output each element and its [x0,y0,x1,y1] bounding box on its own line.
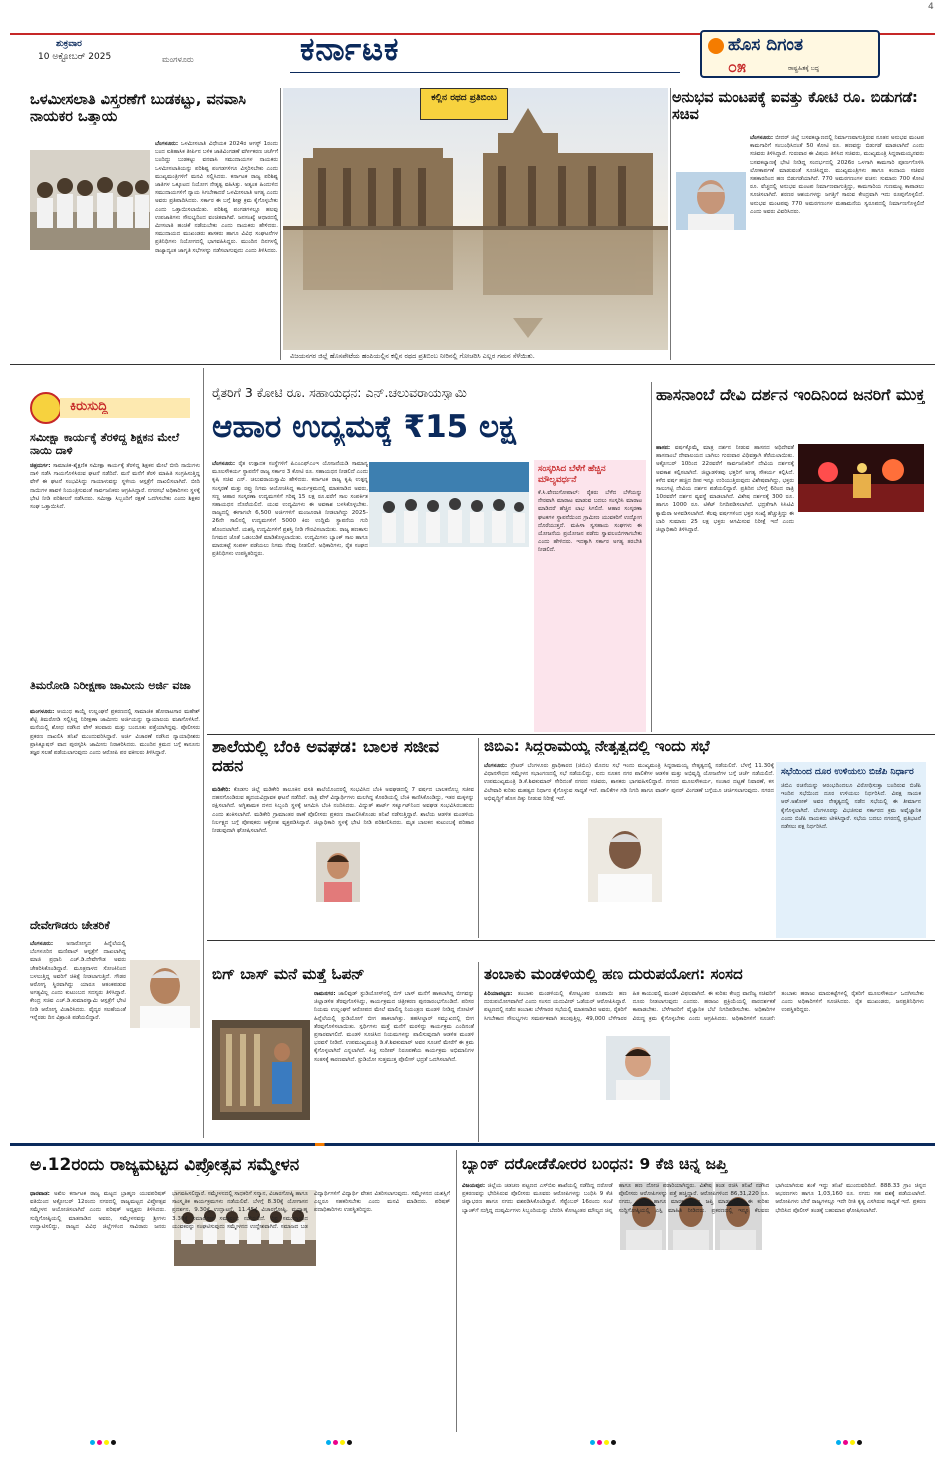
tobacco-headline: ತಂಬಾಕು ಮಂಡಳಿಯಲ್ಲಿ ಹಣ ದುರುಪಯೋಗ: ಸಂಸದ [484,966,743,983]
left-col-divider [203,368,204,1138]
gba-body [484,762,774,938]
kirusuddi-banner [30,392,190,424]
row1-divider-left [280,88,281,360]
bigboss-photo-spacer [212,990,314,1122]
bigboss-tobacco-divider [478,962,479,1142]
bigboss-body [212,990,474,1140]
bank-headline: ಬ್ಯಾಂಕ್ ದರೋಡೆಕೋರರ ಬಂಧನ: 9 ಕೆಜಿ ಚಿನ್ನ ಜಪ್ತಿ [462,1156,728,1173]
hampi-graphic [283,88,668,350]
gba-headline: ಜಿಬಿಎ: ಸಿದ್ದರಾಮಯ್ಯ ನೇತೃತ್ವದಲ್ಲಿ ಇಂದು ಸಭೆ [484,738,710,755]
fire-gba-divider [478,738,479,938]
obc-photo-spacer [30,140,155,252]
devegowda-body [30,940,200,1130]
hasanamba-dateline: ಹಾಸನ: [656,445,671,451]
header-rule-bottom [290,72,680,73]
bank-body-text: ಜಿಲ್ಲೆಯ ಚಡಚಣ ಪಟ್ಟಣದ ಎಸ್‌ಬಿಐ ಶಾಖೆಯಲ್ಲಿ ನಡೆದಿದ್ದ ದರೋಡೆ ಪ್ರಕರಣವನ್ನು ಭೇದಿಸಿರುವ ಪೊಲೀಸರು ಮೂವರು ಆರೋಪಿಗಳನ್ನು ಬಂಧಿಸಿ 9 ಕೆಜಿ ಚಿನ್ನಾಭರಣ ಹಾಗೂ ನಗದು ವಶಪಡಿಸಿಕೊಂಡಿದ್ದಾರೆ. ಸೆಪ್ಟೆಂಬರ್ 16ರಂದು ಸಂಜೆ ಬ್ಯಾಂಕ್‌ಗೆ ನುಗ್ಗಿದ್ದ ದುಷ್ಕರ್ಮಿಗಳು ಸಿಬ್ಬಂದಿಯನ್ನು ಬೆದರಿಸಿ ಕೋಟ್ಯಂತರ ಮೌಲ್ಯದ ಚಿನ್ನ ಹಾಗೂ ಹಣ ದೋಚಿ ಪರಾರಿಯಾಗಿದ್ದರು. ವಿಶೇಷ ತಂಡ ರಚಿಸಿ ತನಿಖೆ ನಡೆಸಿದ ಪೊಲೀಸರು ಆರೋಪಿಗಳನ್ನು ಪತ್ತೆ ಹಚ್ಚಿದ್ದಾರೆ. ಆರೋಪಿಗಳಿಂದ 86,31,220 ರೂ. ನಗದು, ವಾಹನ ಹಾಗೂ ಮಾರಕಾಸ್ತ್ರಗಳನ್ನು ಜಪ್ತಿ ಮಾಡಲಾಗಿದೆ. ಈ ಕುರಿತು ಸುದ್ದಿಗೋಷ್ಠಿಯಲ್ಲಿ ಎಸ್ಪಿ ಮಾಹಿತಿ ನೀಡಿದರು. ಪ್ರಕರಣದಲ್ಲಿ ಇನ್ನೂ ಕೆಲವರು ಭಾಗಿಯಾಗಿರುವ ಶಂಕೆ ಇದ್ದು ತನಿಖೆ ಮುಂದುವರಿದಿದೆ. 888.33 ಗ್ರಾಂ ಚಿನ್ನದ ಆಭರಣಗಳು ಹಾಗೂ 1,03,160 ರೂ. ನಗದು ಸಹ ವಶಕ್ಕೆ ಪಡೆಯಲಾಗಿದೆ. ಆರೋಪಿಗಳು ಬೇರೆ ರಾಜ್ಯಗಳಲ್ಲೂ ಇದೇ ರೀತಿ ಕೃತ್ಯ ಎಸಗಿರುವ ಸಾಧ್ಯತೆ ಇದೆ. ಪ್ರಕರಣ ಭೇದಿಸಿದ ಪೊಲೀಸ್ ತಂಡಕ್ಕೆ ಬಹುಮಾನ ಘೋಷಿಸಲಾಗಿದೆ. [462,1183,926,1214]
ahara-sidebox [534,460,646,732]
timarodi-dateline: ಮಂಗಳೂರು: [30,709,55,715]
anubhava-dateline: ಬೆಂಗಳೂರು: [750,135,774,141]
registration-marks-center-left [326,1440,352,1445]
dog-body [30,462,200,574]
row1-divider-right [670,88,671,360]
issue-day: ಶುಕ್ರವಾರ [56,39,82,49]
ahara-hasanamba-divider [651,382,652,732]
ahara-photo-spacer [368,460,530,548]
dog-body-text: ಸಾಮಾಜಿಕ-ಶೈಕ್ಷಣಿಕ ಸಮೀಕ್ಷಾ ಕಾರ್ಯಕ್ಕೆ ತೆರಳಿದ್ದ ಶಿಕ್ಷಕನ ಮೇಲೆ ಬೀದಿ ನಾಯಿಗಳು ದಾಳಿ ನಡೆಸಿ ಗಾಯಗೊಳಿಸಿರುವ ಘಟನೆ ನಡೆದಿದೆ. ಮನೆ ಮನೆಗೆ ತೆರಳಿ ಮಾಹಿತಿ ಸಂಗ್ರಹಿಸುತ್ತಿದ್ದ ವೇಳೆ ಈ ಘಟನೆ ಸಂಭವಿಸಿದ್ದು ಗಾಯಾಳುವನ್ನು ಸ್ಥಳೀಯ ಆಸ್ಪತ್ರೆಗೆ ದಾಖಲಿಸಲಾಗಿದೆ. ಬೀದಿ ನಾಯಿಗಳ ಹಾವಳಿ ನಿಯಂತ್ರಿಸುವಂತೆ ಸಾರ್ವಜನಿಕರು ಆಗ್ರಹಿಸಿದ್ದಾರೆ. ನಗರಸಭೆ ಅಧಿಕಾರಿಗಳು ಸ್ಥಳಕ್ಕೆ ಭೇಟಿ ನೀಡಿ ಪರಿಶೀಲನೆ ನಡೆಸಿದರು. ಸಮೀಕ್ಷಾ ಸಿಬ್ಬಂದಿಗೆ ರಕ್ಷಣೆ ಒದಗಿಸಬೇಕು ಎಂದು ಶಿಕ್ಷಕರ ಸಂಘ ಒತ್ತಾಯಿಸಿದೆ. [30,463,200,511]
section-title: ಕರ್ನಾಟಕ [300,30,400,68]
hasanamba-photo-spacer [794,444,924,518]
row3-rule [207,940,935,941]
obc-body [30,140,278,340]
fire-dateline: ಮಡಿಕೇರಿ: [212,787,231,793]
tobacco-body [484,990,924,1140]
timarodi-headline: ತಿಮರೋಡಿ ನಿರೀಕ್ಷಣಾ ಜಾಮೀನು ಅರ್ಜಿ ವಜಾ [30,680,191,692]
fire-headline: ಶಾಲೆಯಲ್ಲಿ ಬೆಂಕಿ ಅವಘಡ: ಬಾಲಕ ಸಜೀವ ದಹನ [212,738,440,775]
registration-marks-left [90,1440,116,1445]
fire-body-text: ಕೊಡಗು ಜಿಲ್ಲೆ ಮಡಿಕೇರಿ ತಾಲೂಕಿನ ವಸತಿ ಶಾಲೆಯೊಂದರಲ್ಲಿ ಸಂಭವಿಸಿದ ಬೆಂಕಿ ಅವಘಡದಲ್ಲಿ 7 ವರ್ಷದ ಬಾಲಕನೊಬ್ಬ ಸಜೀವ ದಹನಗೊಂಡಿರುವ ಹೃದಯವಿದ್ರಾವಕ ಘಟನೆ ನಡೆದಿದೆ. ರಾತ್ರಿ ವೇಳೆ ವಿದ್ಯಾರ್ಥಿಗಳು ಮಲಗಿದ್ದ ಕೊಠಡಿಯಲ್ಲಿ ಬೆಂಕಿ ಕಾಣಿಸಿಕೊಂಡಿದ್ದು, ಇತರ ಮಕ್ಕಳನ್ನು ರಕ್ಷಿಸಲಾಗಿದೆ. ಅಗ್ನಿಶಾಮಕ ದಳದ ಸಿಬ್ಬಂದಿ ಸ್ಥಳಕ್ಕೆ ಆಗಮಿಸಿ ಬೆಂಕಿ ನಂದಿಸಿದರು. ವಿದ್ಯುತ್ ಶಾರ್ಟ್ ಸರ್ಕ್ಯೂಟ್‌ನಿಂದ ಅವಘಡ ಸಂಭವಿಸಿರಬಹುದು ಎಂದು ಶಂಕಿಸಲಾಗಿದೆ. ಮಡಿಕೇರಿ ಗ್ರಾಮಾಂತರ ಠಾಣೆ ಪೊಲೀಸರು ಪ್ರಕರಣ ದಾಖಲಿಸಿಕೊಂಡು ತನಿಖೆ ನಡೆಸುತ್ತಿದ್ದಾರೆ. ಶಾಲೆಯ ಆಡಳಿತ ಮಂಡಳಿಯ ನಿರ್ಲಕ್ಷ್ಯದ ಬಗ್ಗೆ ಪೋಷಕರು ಆಕ್ರೋಶ ವ್ಯಕ್ತಪಡಿಸಿದ್ದಾರೆ. ಜಿಲ್ಲಾಧಿಕಾರಿ ಸ್ಥಳಕ್ಕೆ ಭೇಟಿ ನೀಡಿ ಪರಿಶೀಲಿಸಿದರು. ಮೃತ ಬಾಲಕನ ಕುಟುಂಬಕ್ಕೆ ಪರಿಹಾರ ನೀಡುವುದಾಗಿ ಘೋಷಿಸಲಾಗಿದೆ. [212,787,474,835]
sammelana-headline: ಅ.12ರಂದು ರಾಜ್ಯಮಟ್ಟದ ವಿಪ್ರೋತ್ಸವ ಸಮ್ಮೇಳನ [30,1156,300,1175]
sammelana-bank-divider [456,1150,457,1432]
devegowda-dateline: ಬೆಂಗಳೂರು: [30,941,54,947]
tobacco-body-text: ತಂಬಾಕು ಮಂಡಳಿಯಲ್ಲಿ ಕೋಟ್ಯಂತರ ರೂಪಾಯಿ ಹಣ ದುರುಪಯೋಗವಾಗಿದೆ ಎಂದು ಸಂಸದ ಯದುವೀರ್ ಒಡೆಯರ್ ಆರೋಪಿಸಿದ್ದಾರೆ. ಪಟ್ಟಣದಲ್ಲಿ ನಡೆದ ತಂಬಾಕು ಬೆಳೆಗಾರರ ಸಭೆಯಲ್ಲಿ ಮಾತನಾಡಿದ ಅವರು, ರೈತರಿಗೆ ಸಿಗಬೇಕಾದ ಸೌಲಭ್ಯಗಳು ಸಮರ್ಪಕವಾಗಿ ತಲುಪುತ್ತಿಲ್ಲ. 49,000 ಬೆಳೆಗಾರರ ಹಿತ ಕಾಯುವಲ್ಲಿ ಮಂಡಳಿ ವಿಫಲವಾಗಿದೆ. ಈ ಕುರಿತು ಕೇಂದ್ರ ವಾಣಿಜ್ಯ ಸಚಿವರಿಗೆ ದೂರು ನೀಡಲಾಗುವುದು ಎಂದರು. ಹರಾಜು ಪ್ರಕ್ರಿಯೆಯಲ್ಲಿ ಪಾರದರ್ಶಕತೆ ಕಾಪಾಡಬೇಕು. ಬೆಳೆಗಾರರಿಗೆ ವೈಜ್ಞಾನಿಕ ಬೆಲೆ ನಿಗದಿಪಡಿಸಬೇಕು. ಅಧಿಕಾರಿಗಳ ವಿರುದ್ಧ ಕ್ರಮ ಕೈಗೊಳ್ಳಬೇಕು ಎಂದು ಆಗ್ರಹಿಸಿದರು. ಅಧಿಕಾರಿಗಳಿಗೆ ಸೂಚನೆ: ತಂಬಾಕು ಹರಾಜು ಮಾರುಕಟ್ಟೆಗಳಲ್ಲಿ ರೈತರಿಗೆ ಮೂಲಸೌಕರ್ಯ ಒದಗಿಸಬೇಕು ಎಂದು ಅಧಿಕಾರಿಗಳಿಗೆ ಸೂಚಿಸಿದರು. ರೈತ ಮುಖಂಡರು, ಜನಪ್ರತಿನಿಧಿಗಳು ಉಪಸ್ಥಿತರಿದ್ದರು. [484,991,924,1022]
bigboss-dateline: ರಾಮನಗರ: [314,991,336,997]
masthead [0,0,945,88]
row1-rule [10,364,935,365]
anubhava-photo-spacer [676,134,750,234]
ahara-box-title: ಸಂಸ್ಕರಿಸಿದ ಬೆಳೆಗೆ ಹೆಚ್ಚಿನ ಮೌಲ್ಯವರ್ಧನೆ [538,464,606,485]
timarodi-body-text: ಆಯುಧ ಕಾಯ್ದೆ ಉಲ್ಲಂಘನೆ ಪ್ರಕರಣದಲ್ಲಿ ಸಾಮಾಜಿಕ ಹೋರಾಟಗಾರ ಮಹೇಶ್ ಶೆಟ್ಟಿ ತಿಮರೋಡಿ ಸಲ್ಲಿಸಿದ್ದ ನಿರೀಕ್ಷಣಾ ಜಾಮೀನು ಅರ್ಜಿಯನ್ನು ನ್ಯಾಯಾಲಯ ವಜಾಗೊಳಿಸಿದೆ. ಮನೆಯಲ್ಲಿ ಶೋಧ ನಡೆಸಿದ ವೇಳೆ ತಲವಾರು ಮತ್ತು ಬಂದೂಕು ಪತ್ತೆಯಾಗಿದ್ದವು. ಪೊಲೀಸರು ಪ್ರಕರಣ ದಾಖಲಿಸಿ ತನಿಖೆ ಮುಂದುವರಿಸಿದ್ದಾರೆ. ಅರ್ಜಿ ವಿಚಾರಣೆ ನಡೆಸಿದ ನ್ಯಾಯಾಧೀಶರು ಪ್ರಾಸಿಕ್ಯೂಷನ್ ವಾದ ಪುರಸ್ಕರಿಸಿ ಜಾಮೀನು ನಿರಾಕರಿಸಿದರು. ಮುಂದಿನ ಕ್ರಮದ ಬಗ್ಗೆ ಕಾನೂನು ತಜ್ಞರ ಸಲಹೆ ಪಡೆಯಲಾಗುವುದು ಎಂದು ಆರೋಪಿ ಪರ ವಕೀಲರು ತಿಳಿಸಿದ್ದಾರೆ. [30,709,200,757]
paper-tagline: ರಾಷ್ಟ್ರಹಿತಕ್ಕೆ ಬದ್ಧ [788,65,820,72]
ahara-dateline: ಬೆಂಗಳೂರು: [212,461,236,467]
fire-body [212,786,474,936]
sammelana-body-text: ಅಖಿಲ ಕರ್ನಾಟಕ ರಾಜ್ಯ ಮಟ್ಟದ ಬ್ರಾಹ್ಮಣ ಯುವಪರಿಷತ್ ವತಿಯಿಂದ ಅಕ್ಟೋಬರ್ 12ರಂದು ನಗರದಲ್ಲಿ ರಾಜ್ಯಮಟ್ಟದ ವಿಪ್ರೋತ್ಸವ ಸಮ್ಮೇಳನ ಆಯೋಜಿಸಲಾಗಿದೆ ಎಂದು ಪರಿಷತ್ ಅಧ್ಯಕ್ಷರು ತಿಳಿಸಿದರು. ಸುದ್ದಿಗೋಷ್ಠಿಯಲ್ಲಿ ಮಾತನಾಡಿದ ಅವರು, ಸಮ್ಮೇಳನವನ್ನು ಶ್ರೀಗಳು ಉದ್ಘಾಟಿಸಲಿದ್ದು, ರಾಜ್ಯದ ವಿವಿಧ ಜಿಲ್ಲೆಗಳಿಂದ ಸಾವಿರಾರು ಜನರು ಭಾಗವಹಿಸಲಿದ್ದಾರೆ. ಸಮ್ಮೇಳನದಲ್ಲಿ ಸಾಧಕರಿಗೆ ಸನ್ಮಾನ, ವಿಚಾರಗೋಷ್ಠಿ ಹಾಗೂ ಸಾಂಸ್ಕೃತಿಕ ಕಾರ್ಯಕ್ರಮಗಳು ನಡೆಯಲಿವೆ. ಬೆಳಗ್ಗೆ 8.30ಕ್ಕೆ ಯೋಗಾಸನ ಪ್ರದರ್ಶನ, 9.30ಕ್ಕೆ ಉದ್ಘಾಟನೆ, 11.45ಕ್ಕೆ ವಿಚಾರಗೋಷ್ಠಿ, ಮಧ್ಯಾಹ್ನ 3.30ಕ್ಕೆ ಸಮಾರೋಪ ಸಮಾರಂಭ ನಡೆಯಲಿದೆ. ವಿಪ್ರ ಸಮುದಾಯದ ಯುವಕರನ್ನು ಸಂಘಟಿಸುವುದು ಸಮ್ಮೇಳನದ ಉದ್ದೇಶವಾಗಿದೆ. ಸಮಾಜದ ಬಡ ವಿದ್ಯಾರ್ಥಿಗಳಿಗೆ ವಿದ್ಯಾರ್ಥಿ ವೇತನ ವಿತರಿಸಲಾಗುವುದು. ಸಮ್ಮೇಳನದ ಯಶಸ್ಸಿಗೆ ಎಲ್ಲರೂ ಸಹಕರಿಸಬೇಕು ಎಂದು ಮನವಿ ಮಾಡಿದರು. ಪರಿಷತ್ ಪದಾಧಿಕಾರಿಗಳು ಉಪಸ್ಥಿತರಿದ್ದರು. [30,1191,450,1230]
bank-dateline: ವಿಜಯಪುರ: [462,1183,486,1189]
paper-logo [700,30,880,78]
ahara-kicker: ರೈತರಿಗೆ 3 ಕೋಟಿ ರೂ. ಸಹಾಯಧನ: ಎನ್.ಚಲುವರಾಯಸ್ವಾಮಿ [212,386,467,400]
hampi-caption: ವಿಜಯನಗರ ಜಿಲ್ಲೆ ಹೊಸಪೇಟೆಯ ಹಂಪಿಯಲ್ಲಿನ ಕಲ್ಲಿನ ರಥದ ಪ್ರತಿಬಿಂಬ ನೀರಿನಲ್ಲಿ ಗೋಚರಿಸಿ ಎಲ್ಲರ ಗಮನ ಸೆಳೆಯಿತು. [290,352,665,360]
timarodi-body [30,708,200,908]
sammelana-dateline: ಧಾರವಾಡ: [30,1191,50,1197]
gba-box-title: ಸಭೆಯಿಂದ ದೂರ ಉಳಿಯಲು ಬಿಜೆಪಿ ನಿರ್ಧಾರ [781,767,914,777]
devegowda-headline: ದೇವೇಗೌಡರು ಚೇತರಿಕೆ [30,920,110,932]
gba-box-body: ಜಿಬಿಎ ರಚನೆಯನ್ನು ಆರಂಭದಿಂದಲೂ ವಿರೋಧಿಸುತ್ತಾ ಬಂದಿರುವ ಬಿಜೆಪಿ ಇಂದಿನ ಸಭೆಯಿಂದ ದೂರ ಉಳಿಯಲು ನಿರ್ಧರಿಸಿದೆ. ವಿಪಕ್ಷ ನಾಯಕ ಆರ್.ಅಶೋಕ್ ಅವರ ನೇತೃತ್ವದಲ್ಲಿ ನಡೆದ ಸಭೆಯಲ್ಲಿ ಈ ತೀರ್ಮಾನ ಕೈಗೊಳ್ಳಲಾಗಿದೆ. ಬೆಂಗಳೂರನ್ನು ವಿಭಜಿಸುವ ಸರ್ಕಾರದ ಕ್ರಮ ಅವೈಜ್ಞಾನಿಕ ಎಂದು ಬಿಜೆಪಿ ನಾಯಕರು ಟೀಕಿಸಿದ್ದಾರೆ. ಸಭೆಯ ಬದಲು ನಗರದಲ್ಲಿ ಪ್ರತಿಭಟನೆ ನಡೆಸಲು ಪಕ್ಷ ನಿರ್ಧರಿಸಿದೆ. [781,783,921,831]
edition-name: ಮಂಗಳೂರು [162,55,194,64]
dog-dateline: ಚಿತ್ರದುರ್ಗ: [30,463,51,469]
kirusuddi-title: ಕಿರುಸುದ್ದಿ [70,399,108,414]
ahara-headline: ಆಹಾರ ಉದ್ಯಮಕ್ಕೆ ₹15 ಲಕ್ಷ [212,410,516,445]
devegowda-body-text: ಅನಾರೋಗ್ಯದ ಹಿನ್ನೆಲೆಯಲ್ಲಿ ಬೆಂಗಳೂರಿನ ಮಣಿಪಾಲ್ ಆಸ್ಪತ್ರೆಗೆ ದಾಖಲಾಗಿದ್ದ ಮಾಜಿ ಪ್ರಧಾನಿ ಎಚ್.ಡಿ.ದೇವೇಗೌಡ ಅವರು ಚೇತರಿಸಿಕೊಂಡಿದ್ದಾರೆ. ಮೂತ್ರನಾಳದ ಸೋಂಕಿನಿಂದ ಬಳಲುತ್ತಿದ್ದ ಅವರಿಗೆ ಚಿಕಿತ್ಸೆ ನೀಡಲಾಗುತ್ತಿದೆ. ಗೌಡರ ಆರೋಗ್ಯ ಸ್ಥಿರವಾಗಿದ್ದು ಯಾರೂ ಆತಂಕಪಡುವ ಅಗತ್ಯವಿಲ್ಲ ಎಂದು ಕುಟುಂಬದ ಸದಸ್ಯರು ತಿಳಿಸಿದ್ದಾರೆ. ಕೇಂದ್ರ ಸಚಿವ ಎಚ್.ಡಿ.ಕುಮಾರಸ್ವಾಮಿ ಆಸ್ಪತ್ರೆಗೆ ಭೇಟಿ ನೀಡಿ ಆರೋಗ್ಯ ವಿಚಾರಿಸಿದರು. ವೈದ್ಯರ ಸಲಹೆಯಂತೆ ಇನ್ನೆರಡು ದಿನ ವಿಶ್ರಾಂತಿ ಪಡೆಯಲಿದ್ದಾರೆ. [30,941,126,1021]
logo-emblem-icon [708,38,724,54]
obc-body-text: ಒಳಮೀಸಲಾತಿ ವಿಧೇಯಕ 2024ರ ಆಗಸ್ಟ್ 1ರಂದು ಬಂದ ಐತಿಹಾಸಿಕ ತೀರ್ಪಿನ ಬಳಿಕ ಜಾತಿವಿಂಗಡಣೆ ವರ್ಗೀಕರಣ ಚರ್ಚೆಗೆ ಬಂದಿದ್ದು ಬುಡಕಟ್ಟು ವನವಾಸಿ ಸಮುದಾಯಗಳ ನಾಯಕರು ಒಳಮೀಸಲಾತಿಯನ್ನು ಪರಿಶಿಷ್ಟ ಪಂಗಡಗಳಿಗೂ ವಿಸ್ತರಿಸಬೇಕು ಎಂದು ಮುಖ್ಯಮಂತ್ರಿಗಳಿಗೆ ಮನವಿ ಸಲ್ಲಿಸಿದರು. ಕರ್ನಾಟಕ ರಾಜ್ಯ ಪರಿಶಿಷ್ಟ ಜಾತಿಗಳ ಒಕ್ಕೂಟದ ನಿಯೋಗ ನೇತೃತ್ವ ವಹಿಸಿತ್ತು. ಅತ್ಯಂತ ಹಿಂದುಳಿದ ಸಮುದಾಯಗಳಿಗೆ ನ್ಯಾಯ ಸಿಗಬೇಕಾದರೆ ಒಳಮೀಸಲಾತಿ ಅಗತ್ಯ ಎಂದು ಅವರು ಪ್ರತಿಪಾದಿಸಿದರು. ಸರ್ಕಾರ ಈ ಬಗ್ಗೆ ಶೀಘ್ರ ಕ್ರಮ ಕೈಗೊಳ್ಳಬೇಕು ಎಂದು ಒತ್ತಾಯಿಸಲಾಯಿತು. ಪರಿಶಿಷ್ಟ ಪಂಗಡಗಳಲ್ಲೂ ಹಲವು ಉಪಜಾತಿಗಳು ಸೌಲಭ್ಯದಿಂದ ವಂಚಿತವಾಗಿವೆ. ಜನಸಂಖ್ಯೆ ಆಧಾರದಲ್ಲಿ ಮೀಸಲಾತಿ ಹಂಚಿಕೆ ನಡೆಯಬೇಕು ಎಂದು ನಾಯಕರು ಹೇಳಿದರು. ಸಮುದಾಯದ ಮುಖಂಡರು ಶಾಸಕರು ಹಾಗೂ ವಿವಿಧ ಸಂಘಟನೆಗಳ ಪ್ರತಿನಿಧಿಗಳು ನಿಯೋಗದಲ್ಲಿ ಭಾಗವಹಿಸಿದ್ದರು. ಮುಂದಿನ ದಿನಗಳಲ್ಲಿ ರಾಜ್ಯಾದ್ಯಂತ ಜಾಗೃತಿ ಸಭೆಗಳನ್ನು ನಡೆಸಲಾಗುವುದು ಎಂದು ತಿಳಿಸಿದರು. [155,141,278,254]
hampi-label-box [420,88,508,120]
anubhava-body-text: ಬೀದರ್ ಜಿಲ್ಲೆ ಬಸವಕಲ್ಯಾಣದಲ್ಲಿ ನಿರ್ಮಾಣವಾಗುತ್ತಿರುವ ನೂತನ ಅನುಭವ ಮಂಟಪ ಕಾಮಗಾರಿಗೆ ಸಂಬಂಧಿಸಿದಂತೆ 50 ಕೋಟಿ ರೂ. ಹಣವನ್ನು ಬಿಡುಗಡೆ ಮಾಡಲಾಗಿದೆ ಎಂದು ಸಚಿವರು ತಿಳಿಸಿದ್ದಾರೆ. ಗುರುವಾರ ಈ ವಿಷಯ ತಿಳಿಸಿದ ಸಚಿವರು, ಮುಖ್ಯಮಂತ್ರಿ ಸಿದ್ದರಾಮಯ್ಯನವರು ಬಸವಕಲ್ಯಾಣಕ್ಕೆ ಭೇಟಿ ನೀಡಿದ್ದ ಸಂದರ್ಭದಲ್ಲಿ 2026ರ ಒಳಗಾಗಿ ಕಾಮಗಾರಿ ಪೂರ್ಣಗೊಳಿಸಿ ಲೋಕಾರ್ಪಣೆ ಮಾಡುವಂತೆ ಸೂಚಿಸಿದ್ದರು. ಮುಖ್ಯಮಂತ್ರಿಗಳು ಹಾಗೂ ಕಂದಾಯ ಸಚಿವರ ಸಹಕಾರದಿಂದ ಹಣ ಬಿಡುಗಡೆಯಾಗಿದೆ. 770 ಅಮರಗಣಂಗಳ ವಚನ: ಸುಮಾರು 700 ಕೋಟಿ ರೂ. ವೆಚ್ಚದಲ್ಲಿ ಅನುಭವ ಮಂಟಪ ನಿರ್ಮಾಣವಾಗುತ್ತಿದ್ದು, ಕಾಮಗಾರಿಯ ಗುಣಮಟ್ಟ ಕಾಪಾಡಲು ಸೂಚಿಸಲಾಗಿದೆ. ಶರಣರ ಆಶಯಗಳನ್ನು ಜಗತ್ತಿಗೆ ಸಾರುವ ಕೇಂದ್ರವಾಗಿ ಇದು ರೂಪುಗೊಳ್ಳಲಿದೆ. ಅನುಭವ ಮಂಟಪವು 770 ಅಮರಗಣಂಗಳ ಮಹಾಮನೆಯ ಸ್ವರೂಪದಲ್ಲಿ ನಿರ್ಮಾಣಗೊಳ್ಳಲಿದೆ ಎಂದು ಅವರು ವಿವರಿಸಿದರು. [750,135,924,215]
bigboss-headline: ಬಿಗ್ ಬಾಸ್ ಮನೆ ಮತ್ತೆ ಓಪನ್ [212,966,365,983]
ahara-box-body: ಕೆ.ಸಿ.ವೇಣುಗೋಪಾಲ್: ರೈತರು ಬೆಳೆದ ಬೆಳೆಯನ್ನು ನೇರವಾಗಿ ಮಾರಾಟ ಮಾಡುವ ಬದಲು ಸಂಸ್ಕರಿಸಿ ಮಾರಾಟ ಮಾಡಿದರೆ ಹೆಚ್ಚಿನ ಲಾಭ ಸಿಗಲಿದೆ. ಆಹಾರ ಸಂಸ್ಕರಣಾ ಘಟಕಗಳ ಸ್ಥಾಪನೆಯಿಂದ ಗ್ರಾಮೀಣ ಯುವಕರಿಗೆ ಉದ್ಯೋಗ ದೊರೆಯುತ್ತದೆ. ಮಹಿಳಾ ಸ್ವಸಹಾಯ ಸಂಘಗಳು ಈ ಯೋಜನೆಯ ಪ್ರಯೋಜನ ಪಡೆದು ಸ್ವಾವಲಂಬಿಗಳಾಗಬೇಕು ಎಂದು ಹೇಳಿದರು. ಇದಕ್ಕಾಗಿ ಸರ್ಕಾರ ಅಗತ್ಯ ತರಬೇತಿ ನೀಡಲಿದೆ. [538,490,642,554]
issue-date: 10 ಅಕ್ಟೋಬರ್ 2025 [38,52,112,62]
gba-dateline: ಬೆಂಗಳೂರು: [484,763,508,769]
kirusuddi-hand-icon [30,392,62,424]
ahara-body [212,460,530,732]
paper-name: ಹೊಸ ದಿಗಂತ [728,35,803,55]
bank-body [462,1182,926,1430]
page-number: ೦೫ [728,57,746,76]
obc-headline: ಒಳಮೀಸಲಾತಿ ವಿಸ್ತರಣೆಗೆ ಬುಡಕಟ್ಟು, ವನವಾಸಿ ನಾಯಕರ ಒತ್ತಾಯ [30,92,246,125]
anubhava-headline: ಅನುಭವ ಮಂಟಪಕ್ಕೆ ಐವತ್ತು ಕೋಟಿ ರೂ. ಬಿಡುಗಡೆ: ಸಚಿವ [672,90,918,123]
sammelana-body [30,1190,450,1430]
lower-separator [10,1143,935,1146]
hasanamba-body-text: ವರ್ಷಕ್ಕೊಮ್ಮೆ ಮಾತ್ರ ದರ್ಶನ ನೀಡುವ ಹಾಸನದ ಅಧಿದೇವತೆ ಹಾಸನಾಂಬೆ ದೇವಾಲಯದ ಬಾಗಿಲು ಗುರುವಾರ ವಿಧಿವತ್ತಾಗಿ ತೆರೆಯಲಾಯಿತು. ಅಕ್ಟೋಬರ್ 10ರಿಂದ 22ರವರೆಗೆ ಸಾರ್ವಜನಿಕರಿಗೆ ದೇವಿಯ ದರ್ಶನಕ್ಕೆ ಅವಕಾಶ ಕಲ್ಪಿಸಲಾಗಿದೆ. ಜಿಲ್ಲಾಡಳಿತವು ಭಕ್ತರಿಗೆ ಅಗತ್ಯ ಸೌಕರ್ಯ ಕಲ್ಪಿಸಿದೆ. ಕಳೆದ ವರ್ಷ ಹಚ್ಚಿದ ದೀಪ ಇನ್ನೂ ಉರಿಯುತ್ತಿರುವುದು ವಿಶೇಷವಾಗಿದ್ದು, ಭಕ್ತರು ಸಾಲುಗಟ್ಟಿ ದೇವಿಯ ದರ್ಶನ ಪಡೆಯಲಿದ್ದಾರೆ. ಪ್ರತಿದಿನ ಬೆಳಗ್ಗೆ 6ರಿಂದ ರಾತ್ರಿ 10ರವರೆಗೆ ದರ್ಶನ ವ್ಯವಸ್ಥೆ ಮಾಡಲಾಗಿದೆ. ವಿಶೇಷ ದರ್ಶನಕ್ಕೆ 300 ರೂ. ಹಾಗೂ 1000 ರೂ. ಟಿಕೆಟ್ ನಿಗದಿಪಡಿಸಲಾಗಿದೆ. ಭದ್ರತೆಗಾಗಿ ಸಿಸಿಟಿವಿ ಕ್ಯಾಮೆರಾ ಅಳವಡಿಸಲಾಗಿದೆ. ಕೆಲವು ವರ್ಷಗಳಿಂದ ಭಕ್ತರ ಸಂಖ್ಯೆ ಹೆಚ್ಚುತ್ತಿದ್ದು ಈ ಬಾರಿ ಸುಮಾರು 25 ಲಕ್ಷ ಭಕ್ತರು ಆಗಮಿಸುವ ನಿರೀಕ್ಷೆ ಇದೆ ಎಂದು ಜಿಲ್ಲಾಧಿಕಾರಿ ತಿಳಿಸಿದ್ದಾರೆ. [656,445,795,534]
row2-rule [207,734,935,735]
devegowda-photo-spacer [126,940,200,1030]
anubhava-body [676,134,924,359]
gba-sidebox [776,762,926,938]
hasanamba-headline: ಹಾಸನಾಂಬೆ ದೇವಿ ದರ್ಶನ ಇಂದಿನಿಂದ ಜನರಿಗೆ ಮುಕ್ತ [656,386,925,404]
tobacco-dateline: ಪಿರಿಯಾಪಟ್ಟಣ: [484,991,513,997]
bigboss-body-text: ಜಾಲಿವುಡ್ ಸ್ಟುಡಿಯೋಸ್‌ನಲ್ಲಿ ಬಿಗ್ ಬಾಸ್ ಮನೆಗೆ ಹಾಕಲಾಗಿದ್ದ ಬೀಗವನ್ನು ಜಿಲ್ಲಾಡಳಿತ ತೆರವುಗೊಳಿಸಿದ್ದು, ಕಾರ್ಯಕ್ರಮದ ಚಿತ್ರೀಕರಣ ಪುನರಾರಂಭಗೊಂಡಿದೆ. ಪರಿಸರ ನಿಯಮ ಉಲ್ಲಂಘನೆ ಆರೋಪದ ಮೇಲೆ ಮಾಲಿನ್ಯ ನಿಯಂತ್ರಣ ಮಂಡಳಿ ನೀಡಿದ್ದ ನೋಟಿಸ್ ಹಿನ್ನೆಲೆಯಲ್ಲಿ ಸ್ಟುಡಿಯೋಗೆ ಬೀಗ ಹಾಕಲಾಗಿತ್ತು. ತಹಸೀಲ್ದಾರ್ ಸಮ್ಮುಖದಲ್ಲಿ ಬೀಗ ತೆರವುಗೊಳಿಸಲಾಯಿತು. ಸ್ಪರ್ಧಿಗಳು ಮತ್ತೆ ಮನೆಗೆ ಮರಳಿದ್ದು ಕಾರ್ಯಕ್ರಮ ಎಂದಿನಂತೆ ಪ್ರಸಾರವಾಗಲಿದೆ. ಮಂಡಳಿ ಸೂಚಿಸಿದ ನಿಯಮಗಳನ್ನು ಪಾಲಿಸುವುದಾಗಿ ಆಡಳಿತ ಮಂಡಳಿ ಭರವಸೆ ನೀಡಿದೆ. ಉಪಮುಖ್ಯಮಂತ್ರಿ ಡಿ.ಕೆ.ಶಿವಕುಮಾರ್ ಅವರ ಸೂಚನೆ ಮೇರೆಗೆ ಈ ಕ್ರಮ ಕೈಗೊಳ್ಳಲಾಗಿದೆ ಎನ್ನಲಾಗಿದೆ. ಕಿಚ್ಚ ಸುದೀಪ್ ನಿರೂಪಣೆಯ ಕಾರ್ಯಕ್ರಮ ಅಭಿಮಾನಿಗಳ ಸಂತಸಕ್ಕೆ ಕಾರಣವಾಗಿದೆ. ಸ್ಟುಡಿಯೋ ಸುತ್ತಮುತ್ತ ಪೊಲೀಸ್ ಭದ್ರತೆ ಒದಗಿಸಲಾಗಿದೆ. [314,991,474,1063]
hampi-label: ಕಲ್ಲಿನ ರಥದ ಪ್ರತಿಬಿಂಬ [431,93,497,103]
hasanamba-body [656,444,924,729]
ahara-body-text: ರೈತ ಉತ್ಪಾದಕ ಸಂಸ್ಥೆಗಳಿಗೆ ಪಿಎಂಎಫ್‌ಎಂಇ ಯೋಜನೆಯಡಿ ಸಾಮಾನ್ಯ ಮೂಲಸೌಕರ್ಯ ಸ್ಥಾಪನೆಗೆ ರಾಜ್ಯ ಸರ್ಕಾರ 3 ಕೋಟಿ ರೂ. ಸಹಾಯಧನ ನೀಡಲಿದೆ ಎಂದು ಕೃಷಿ ಸಚಿವ ಎನ್. ಚಲುವರಾಯಸ್ವಾಮಿ ಹೇಳಿದರು. ಕರ್ನಾಟಕ ರಾಜ್ಯ ಕೃಷಿ ಉತ್ಪನ್ನ ಸಂಸ್ಕರಣೆ ಮತ್ತು ರಫ್ತು ನಿಗಮ ಆಯೋಜಿಸಿದ್ದ ಕಾರ್ಯಕ್ರಮದಲ್ಲಿ ಮಾತನಾಡಿದ ಅವರು, ಸಣ್ಣ ಆಹಾರ ಸಂಸ್ಕರಣಾ ಉದ್ಯಮಗಳಿಗೆ ಗರಿಷ್ಠ 15 ಲಕ್ಷ ರೂ.ವರೆಗೆ ಸಾಲ ಸಂಪರ್ಕಿತ ಸಹಾಯಧನ ದೊರೆಯಲಿದೆ. ಯುವ ಉದ್ಯಮಿಗಳು ಈ ಅವಕಾಶ ಬಳಸಿಕೊಳ್ಳಬೇಕು. ರಾಜ್ಯದಲ್ಲಿ ಈಗಾಗಲೇ 6,500 ಅರ್ಜಿಗಳಿಗೆ ಮಂಜೂರಾತಿ ನೀಡಲಾಗಿದ್ದು 2025-26ನೇ ಸಾಲಿನಲ್ಲಿ ಉದ್ಯಮಗಳಿಗೆ 5000 ಕಿರು ಉದ್ದಿಮೆ ಸ್ಥಾಪನೆಯ ಗುರಿ ಹೊಂದಲಾಗಿದೆ. ಯಶಸ್ವಿ ಉದ್ಯಮಿಗಳಿಗೆ ಪ್ರಶಸ್ತಿ ನೀಡಿ ಗೌರವಿಸಲಾಯಿತು. ರಾಜ್ಯ ಹಣಕಾಸು ನಿಗಮದ ಜೊತೆ ಒಡಂಬಡಿಕೆ ಮಾಡಿಕೊಳ್ಳಲಾಯಿತು. ಉದ್ಯಮಿಗಳು ಬ್ಯಾಂಕ್ ಸಾಲ ಹಾಗೂ ಮಾರುಕಟ್ಟೆ ಸಂಪರ್ಕ ಪಡೆಯಲು ನಿಗಮ ನೆರವು ನೀಡಲಿದೆ. ಅಧಿಕಾರಿಗಳು, ರೈತ ಸಂಘದ ಪ್ರತಿನಿಧಿಗಳು ಉಪಸ್ಥಿತರಿದ್ದರು. [212,461,368,558]
gba-body-text: ಗ್ರೇಟರ್ ಬೆಂಗಳೂರು ಪ್ರಾಧಿಕಾರದ (ಜಿಬಿಎ) ಮೊದಲ ಸಭೆ ಇಂದು ಮುಖ್ಯಮಂತ್ರಿ ಸಿದ್ದರಾಮಯ್ಯ ನೇತೃತ್ವದಲ್ಲಿ ನಡೆಯಲಿದೆ. ಬೆಳಗ್ಗೆ 11.30ಕ್ಕೆ ವಿಧಾನಸೌಧದ ಸಮ್ಮೇಳನ ಸಭಾಂಗಣದಲ್ಲಿ ಸಭೆ ನಡೆಯಲಿದ್ದು, ಐದು ನೂತನ ನಗರ ಪಾಲಿಕೆಗಳ ಆಡಳಿತ ಮತ್ತು ಅಭಿವೃದ್ಧಿ ಯೋಜನೆಗಳ ಬಗ್ಗೆ ಚರ್ಚೆ ನಡೆಯಲಿದೆ. ಉಪಮುಖ್ಯಮಂತ್ರಿ ಡಿ.ಕೆ.ಶಿವಕುಮಾರ್ ಸೇರಿದಂತೆ ನಗರದ ಸಚಿವರು, ಶಾಸಕರು ಭಾಗವಹಿಸಲಿದ್ದಾರೆ. ನಗರದ ಮೂಲಸೌಕರ್ಯ, ಸಂಚಾರ ದಟ್ಟಣೆ ನಿವಾರಣೆ, ಕಸ ವಿಲೇವಾರಿ ಕುರಿತು ಮಹತ್ವದ ನಿರ್ಧಾರ ಕೈಗೊಳ್ಳುವ ಸಾಧ್ಯತೆ ಇದೆ. ಪಾಲಿಕೆಗಳ ಗಡಿ ನಿಗದಿ ಹಾಗೂ ವಾರ್ಡ್ ಪುನರ್ ವಿಂಗಡಣೆ ಬಗ್ಗೆಯೂ ಚರ್ಚಿಸಲಾಗುವುದು. ನಗರದ ಅಭಿವೃದ್ಧಿಗೆ ಹೊಸ ದಿಕ್ಕು ನೀಡುವ ನಿರೀಕ್ಷೆ ಇದೆ. [484,763,774,802]
page-corner-number: 4 [928,2,934,12]
registration-marks-right [836,1440,862,1445]
registration-marks-center-right [590,1440,616,1445]
hampi-photo [283,88,668,350]
dog-headline: ಸಮೀಕ್ಷಾ ಕಾರ್ಯಕ್ಕೆ ತೆರಳಿದ್ದ ಶಿಕ್ಷಕನ ಮೇಲೆ ನಾಯಿ ದಾಳಿ [30,432,180,457]
obc-dateline: ಬೆಂಗಳೂರು: [155,141,179,147]
